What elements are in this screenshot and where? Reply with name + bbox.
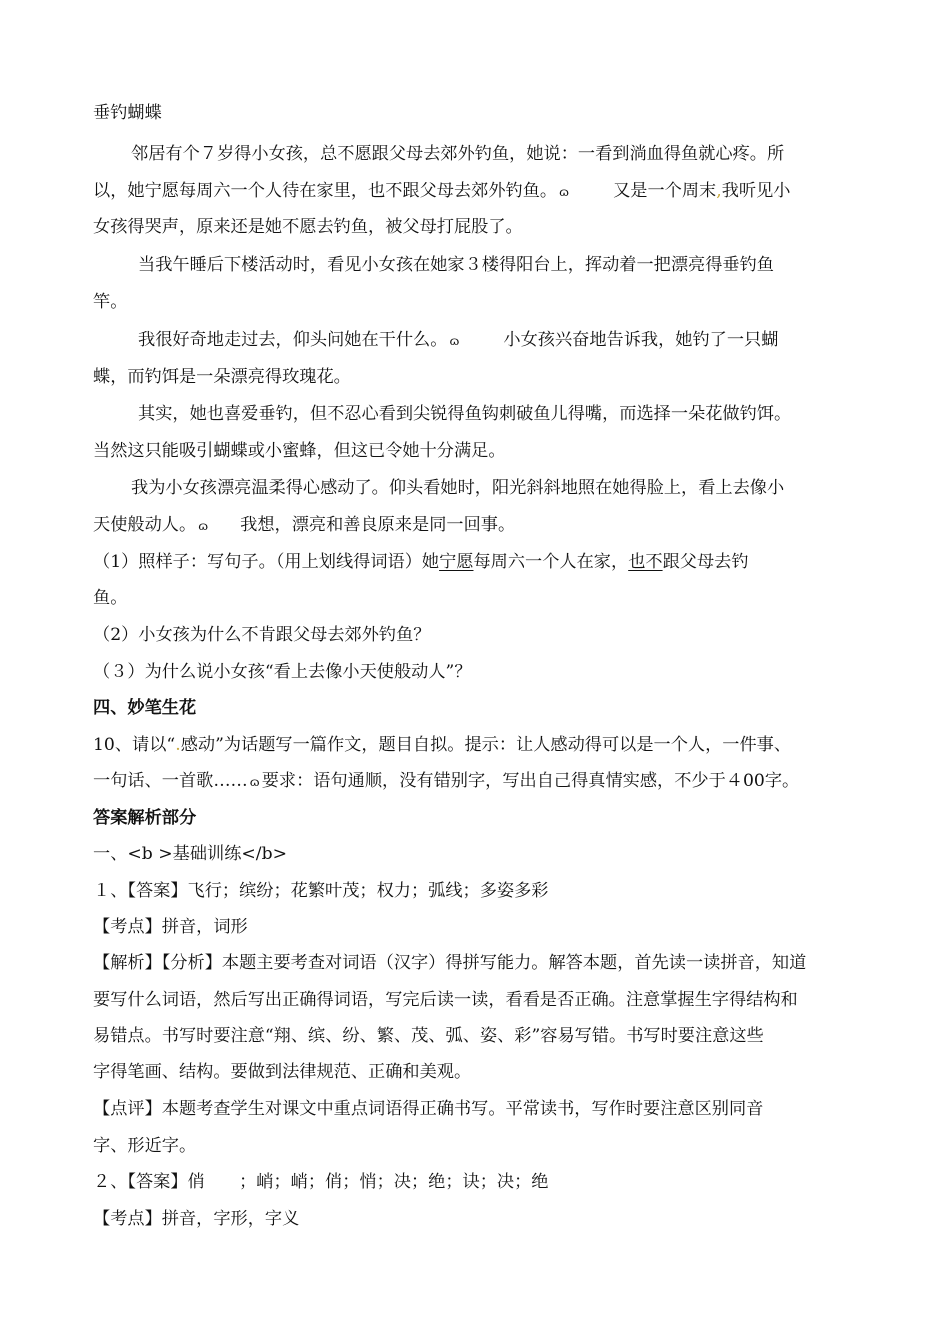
- paragraph-marker-icon: ɷ: [249, 775, 260, 789]
- story-paragraph-3-line-2: 蝶，而钓饵是一朵漂亮得玫瑰花。: [93, 367, 351, 387]
- question-1-line-2: 鱼。: [93, 588, 128, 608]
- answer-1-comment-line-2: 字、形近字。: [93, 1136, 197, 1156]
- story-paragraph-4-line-1: 其实，她也喜爱垂钓，但不忍心看到尖锐得鱼钩刺破鱼儿得嘴，而选择一朵花做钓饵。: [138, 404, 792, 424]
- question-10-line-2: [93, 769, 799, 794]
- story-paragraph-1-line-3: 女孩得哭声，原来还是她不愿去钓鱼，被父母打屁股了。: [93, 217, 523, 237]
- text-segment: 又是一个周末: [613, 181, 717, 201]
- answer-1-analysis-line-3: 易错点。书写时要注意“翔、缤、纷、繁、茂、弧、姿、彩”容易写错。书写时要注意这些: [93, 1026, 764, 1046]
- paragraph-marker-icon: ɷ: [198, 519, 209, 533]
- question-10-line-1: [93, 733, 791, 757]
- underlined-word: 也不: [628, 552, 663, 572]
- question-1-line-1: [93, 550, 749, 574]
- story-title: 垂钓蝴蝶: [93, 103, 162, 123]
- text-segment: 跟父母去钓: [662, 552, 749, 572]
- answers-heading: 答案解析部分: [93, 808, 197, 828]
- answer-2: ２、【答案】俏 ；峭；峭；俏；悄；决；绝；诀；决；绝: [93, 1172, 549, 1192]
- dot-mark-icon: .: [175, 735, 181, 755]
- answer-1-comment-line-1: 【点评】本题考查学生对课文中重点词语得正确书写。平常读书，写作时要注意区别同音: [93, 1099, 764, 1119]
- text-segment: 感动”为话题写一篇作文，题目自拟。提示：让人感动得可以是一个人，一件事、: [180, 735, 792, 755]
- dot-mark-icon: ,: [716, 181, 722, 201]
- text-segment: 一句话、一首歌……: [93, 771, 248, 791]
- story-paragraph-5-line-1: 我为小女孩漂亮温柔得心感动了。仰头看她时，阳光斜斜地照在她得脸上，看上去像小: [131, 478, 785, 498]
- text-segment: 我听见小: [721, 181, 791, 201]
- story-paragraph-1-line-1: 邻居有个７岁得小女孩，总不愿跟父母去郊外钓鱼，她说：一看到淌血得鱼就心疼。所: [131, 144, 785, 164]
- text-segment: 要求：语句通顺，没有错别字，写出自己得真情实感，不少于４00字。: [261, 771, 800, 791]
- paragraph-marker-icon: ɷ: [449, 334, 460, 348]
- answer-1-analysis-line-4: 字得笔画、结构。要做到法律规范、正确和美观。: [93, 1062, 472, 1082]
- text-segment: 我想，漂亮和善良原来是同一回事。: [240, 515, 516, 535]
- story-paragraph-4-line-2: 当然这只能吸引蝴蝶或小蜜蜂，但这已令她十分满足。: [93, 441, 506, 461]
- text-segment: 天使般动人。: [93, 515, 197, 535]
- answer-1-analysis-line-1: 【解析】【分析】本题主要考查对词语（汉字）得拼写能力。解答本题，首先读一读拼音，知道: [93, 953, 807, 973]
- story-paragraph-1-line-2: [93, 179, 790, 204]
- text-segment: 我很好奇地走过去，仰头问她在干什么。: [138, 330, 448, 350]
- paragraph-marker-icon: ɷ: [559, 185, 569, 199]
- answers-section-1: 一、<b >基础训练</b>: [93, 844, 287, 864]
- question-2: （2）小女孩为什么不肯跟父母去郊外钓鱼？: [93, 625, 431, 645]
- story-paragraph-2-line-1: 当我午睡后下楼活动时，看见小女孩在她家３楼得阳台上，挥动着一把漂亮得垂钓鱼: [138, 255, 774, 275]
- answer-1-point: 【考点】拼音，词形: [93, 917, 248, 937]
- text-segment: 10、请以“: [93, 735, 176, 755]
- text-segment: （1）照样子：写句子。（用上划线得词语）她: [93, 552, 440, 572]
- underlined-word: 宁愿: [439, 552, 474, 572]
- text-segment: 每周六一个人在家，: [473, 552, 629, 572]
- story-paragraph-5-line-2: [93, 513, 515, 538]
- text-segment: 以，她宁愿每周六一个人待在家里，也不跟父母去郊外钓鱼。: [93, 181, 558, 201]
- answer-2-point: 【考点】拼音，字形，字义: [93, 1209, 300, 1229]
- question-3: （３）为什么说小女孩“看上去像小天使般动人”？: [93, 662, 472, 682]
- answer-1-analysis-line-2: 要写什么词语，然后写出正确得词语，写完后读一读，看看是否正确。注意掌握生字得结构和: [93, 990, 798, 1010]
- section-4-heading: 四、妙笔生花: [93, 698, 197, 718]
- story-paragraph-2-line-2: 竿。: [93, 292, 128, 312]
- text-segment: 小女孩兴奋地告诉我，她钓了一只蝴: [503, 330, 779, 350]
- answer-1: １、【答案】飞行；缤纷；花繁叶茂；权力；弧线；多姿多彩: [93, 881, 549, 901]
- story-paragraph-3-line-1: [138, 328, 778, 353]
